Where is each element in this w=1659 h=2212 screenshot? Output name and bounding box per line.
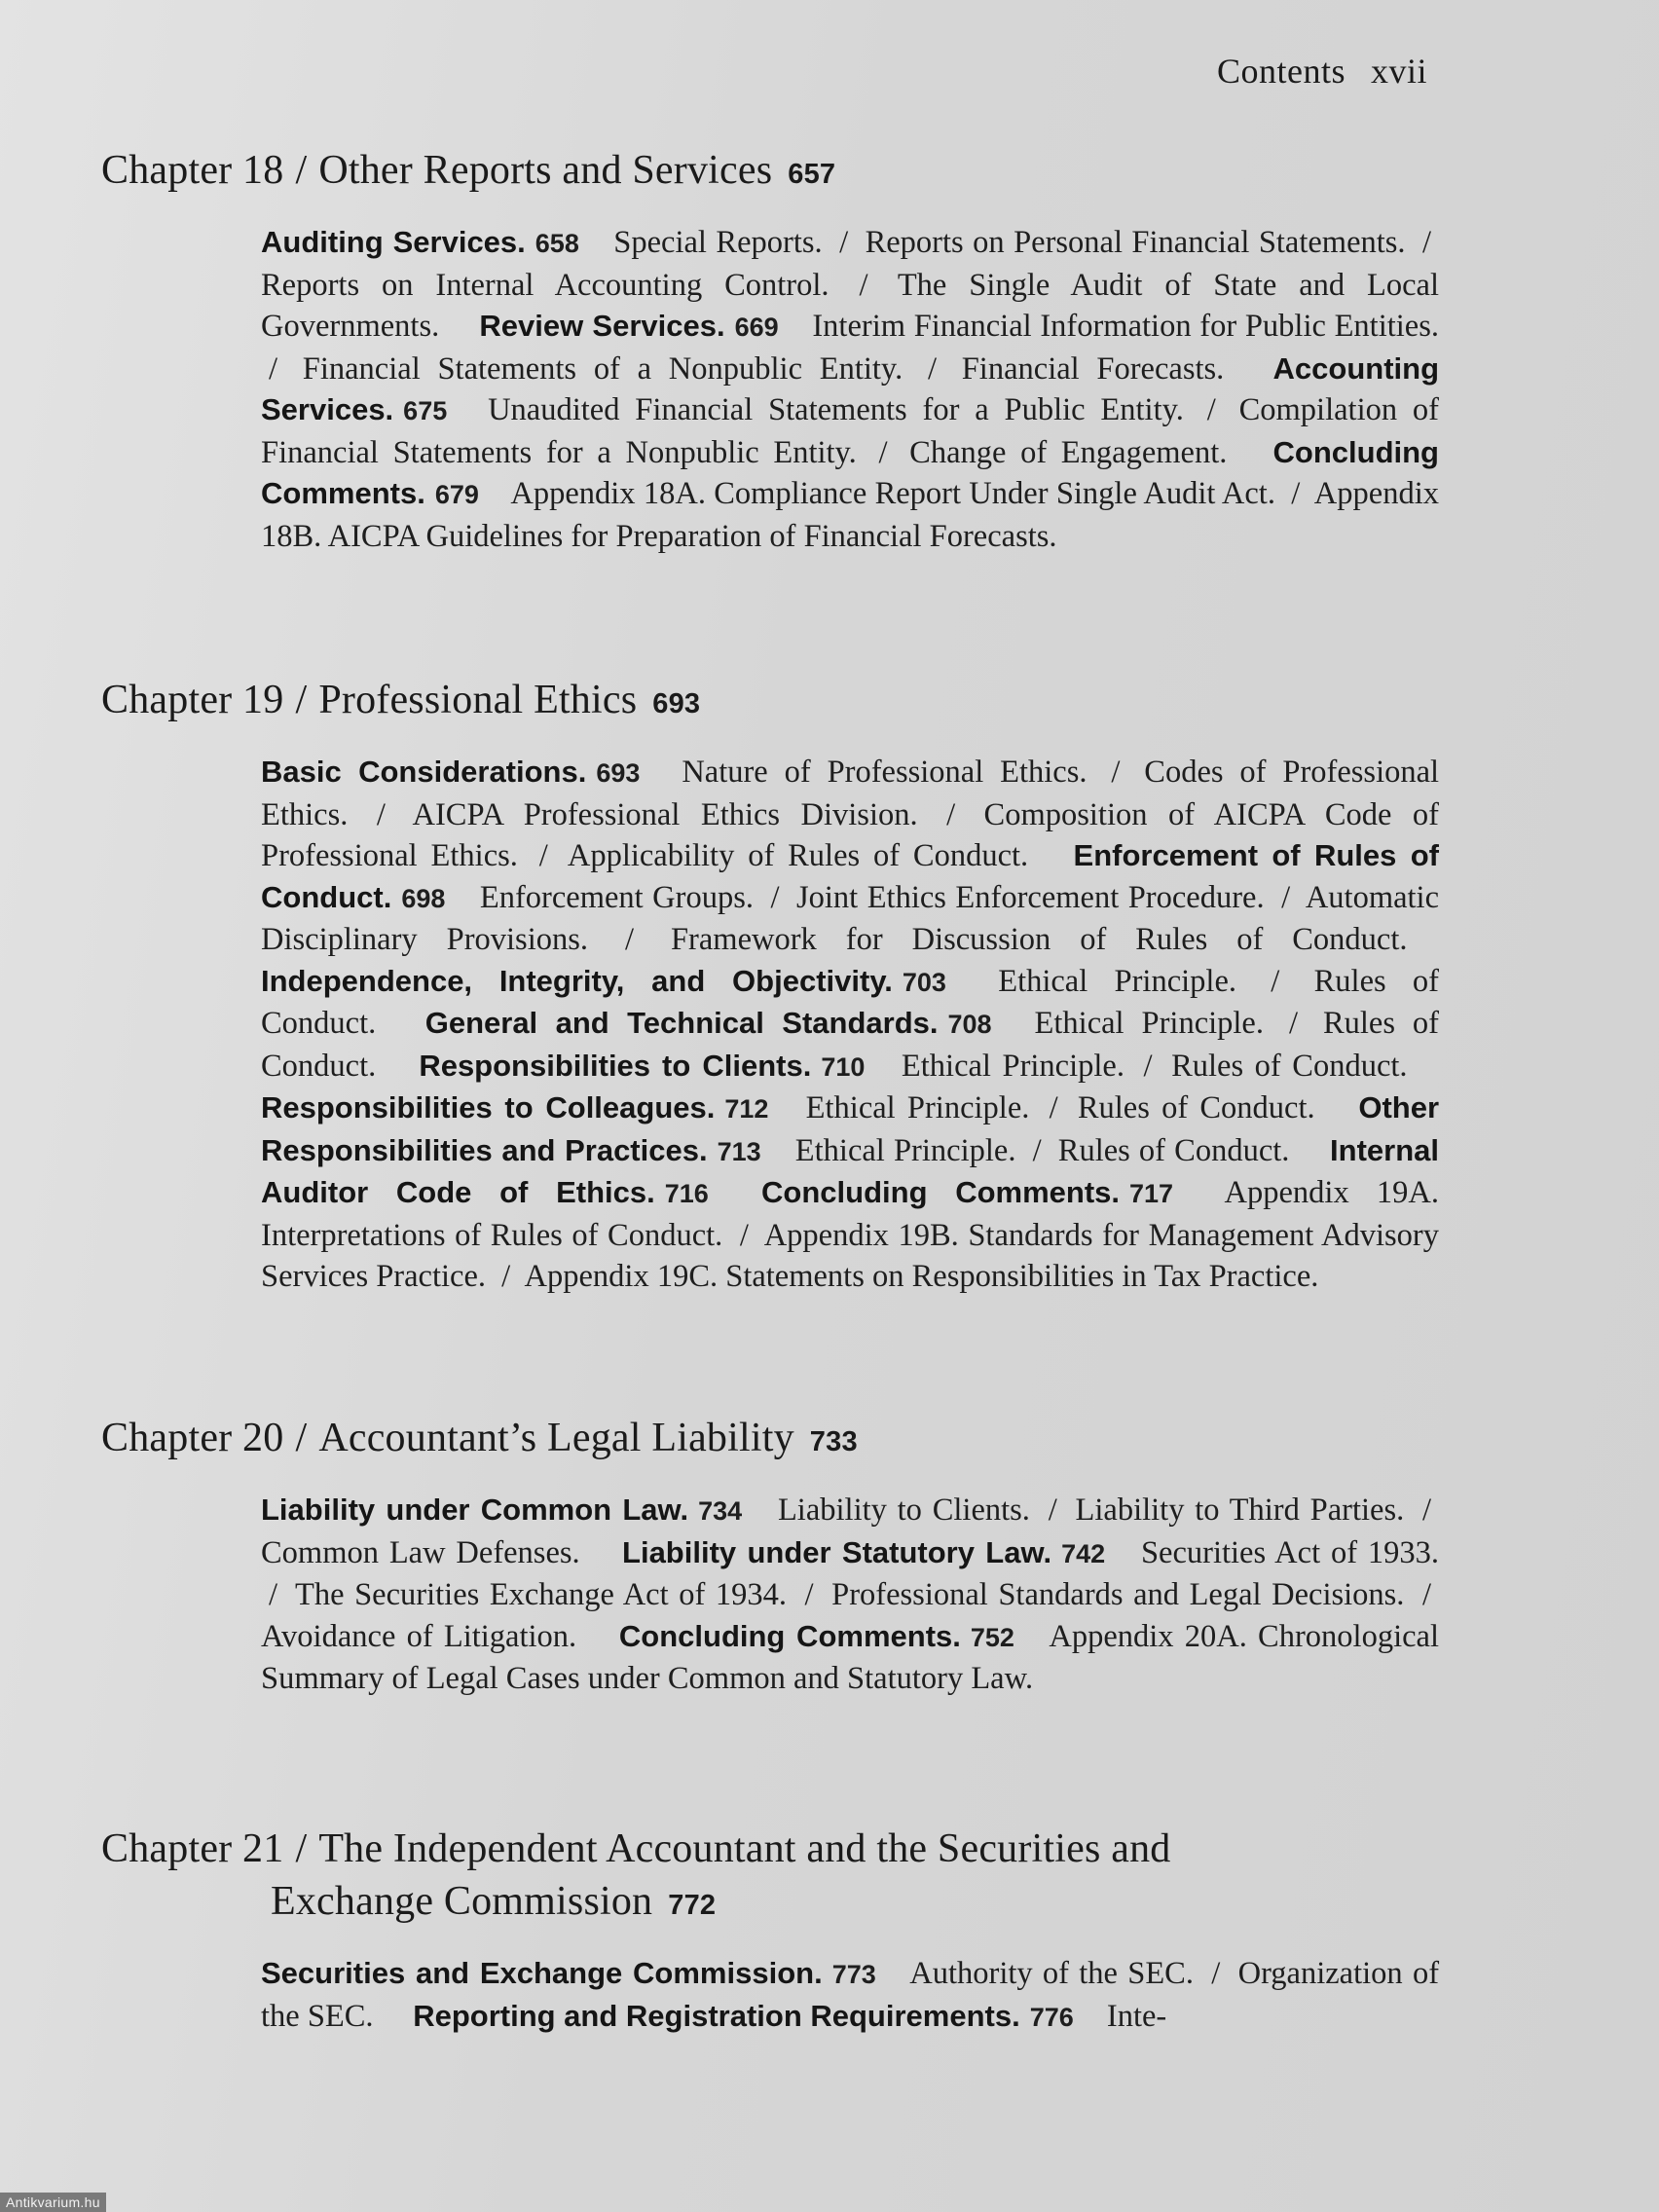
topic-entry: Financial Forecasts. [961,350,1225,387]
section-heading: Review Services. [479,309,725,343]
topic-separator: / [1291,476,1301,511]
topic-separator: / [927,350,937,387]
section-page-number: 742 [1061,1538,1106,1568]
topic-entry: Ethical Principle. [998,963,1237,999]
topic-entry: Enforcement Groups. [479,879,754,915]
chapter-contents [261,222,1439,557]
topic-separator: / [1422,225,1432,260]
section-page-number: 703 [902,967,946,997]
topic-separator: / [501,1259,511,1294]
section-heading: Concluding Comments. [618,1618,961,1653]
topic-entry: AICPA Professional Ethics Division. [412,796,918,832]
section-heading: Internal Auditor Code of Ethics. [261,1132,1440,1209]
topic-entry: The Securities Exchange Act of 1934. [295,1577,787,1612]
chapter-title: Professional Ethics [318,678,638,722]
topic-entry: Special Reports. [613,225,823,260]
chapter-19-entry [101,674,1445,1298]
chapter-21-entry [101,1823,1445,2038]
section-heading: Basic Considerations. [261,755,587,789]
topic-separator: / [1048,1493,1057,1528]
chapter-label: Chapter 19 [101,678,284,722]
topic-entry: Appendix 20A. Chronological Summary of Legal Cases under Common and Statutory Law. [261,1618,1439,1696]
section-page-number: 776 [1029,2002,1074,2032]
topic-separator: / [624,922,634,957]
topic-entry: Reports on Personal Financial Statements. [865,225,1406,260]
section-page-number: 712 [724,1094,769,1124]
topic-separator: / [770,879,780,915]
topic-separator: / [739,1217,749,1253]
topic-separator: / [839,225,849,260]
topic-entry: Appendix 19C. Statements on Responsibilities in Tax Practice. [524,1259,1319,1294]
topic-separator: / [538,838,548,873]
topic-entry: Joint Ethics Enforcement Procedure. [796,879,1265,915]
chapter-title-continued: Exchange Commission [271,1879,653,1924]
chapter-heading [101,1823,1445,1932]
topic-separator: / [1032,1132,1042,1168]
topic-entry: Applicability of Rules of Conduct. [567,838,1029,873]
chapter-page-number: 657 [788,159,836,190]
section-heading: Enforcement of Rules of Conduct. [261,838,1439,914]
section-heading: Independence, Integrity, and Objectivity. [261,963,893,998]
running-head [1217,51,1427,92]
section-page-number: 710 [821,1051,866,1082]
topic-entry: Rules of Conduct. [1171,1048,1408,1084]
section-heading: General and Technical Standards. [424,1006,939,1040]
chapter-title-continued-line [101,1875,1445,1932]
chapter-label: Chapter 21 [101,1826,284,1871]
chapter-title: Accountant’s Legal Liability [318,1416,794,1460]
topic-entry: Rules of Conduct. [261,1006,1439,1084]
section-page-number: 675 [403,396,448,425]
section-page-number: 734 [698,1496,743,1526]
chapter-label: Chapter 20 [101,1416,284,1460]
topic-entry: Avoidance of Litigation. [261,1618,577,1654]
topic-entry: Appendix 19B. Standards for Management Advisory Services Practice. [261,1217,1439,1294]
chapter-heading [101,144,1445,201]
section-heading: Reporting and Registration Requirements. [413,1998,1020,2033]
topic-entry: Change of Engagement. [909,434,1228,470]
running-head-page-number: xvii [1370,52,1427,91]
topic-separator: / [1206,392,1216,427]
section-heading: Concluding Comments. [761,1175,1121,1209]
topic-entry: Rules of Conduct. [1077,1090,1315,1125]
topic-entry: Ethical Principle. [805,1090,1030,1125]
chapter-contents [261,1953,1439,2038]
topic-entry: Ethical Principle. [794,1132,1016,1168]
topic-entry: Organization of the SEC. [261,1956,1440,2034]
topic-entry: Professional Standards and Legal Decisions. [831,1577,1405,1612]
topic-entry: Securities Act of 1933. [1140,1534,1439,1570]
section-page-number: 716 [664,1179,709,1208]
topic-separator: / [878,434,888,470]
topic-separator: / [1421,1577,1432,1612]
chapter-page-number: 772 [668,1890,717,1921]
section-heading: Concluding Comments. [261,434,1439,510]
topic-entry: Appendix 18A. Compliance Report Under Single Audit Act. [510,476,1275,511]
chapter-page-number: 693 [652,688,701,719]
section-heading: Liability under Statutory Law. [622,1534,1052,1569]
topic-entry: Reports on Internal Accounting Control. [261,267,830,303]
topic-entry: Nature of Professional Ethics. [682,755,1088,790]
chapter-18-entry [101,144,1445,557]
topic-entry: Compilation of Financial Statements for a Nonpublic Entity. [261,392,1440,470]
topic-entry: Automatic Disciplinary Provisions. [261,879,1440,957]
chapter-separator: / [295,1826,308,1871]
chapter-heading [101,1412,1445,1468]
section-heading: Responsibilities to Colleagues. [261,1090,716,1124]
topic-entry: The Single Audit of State and Local Governments. [261,267,1440,344]
topic-separator: / [269,1577,278,1612]
chapter-separator: / [295,1416,308,1460]
section-page-number: 679 [434,480,479,509]
topic-separator: / [1288,1006,1298,1041]
topic-entry: Codes of Professional Ethics. [261,755,1440,832]
section-heading: Securities and Exchange Commission. [261,1956,823,1990]
topic-separator: / [1049,1090,1058,1125]
topic-separator: / [946,796,956,832]
chapter-page-number: 733 [809,1426,858,1457]
topic-separator: / [1281,879,1291,915]
section-page-number: 713 [717,1136,761,1166]
topic-separator: / [1422,1493,1432,1528]
chapter-contents [261,1490,1439,1700]
topic-entry: Liability to Third Parties. [1075,1493,1405,1528]
section-page-number: 693 [596,758,641,788]
section-heading: Other Responsibilities and Practices. [261,1090,1440,1167]
chapter-20-entry [101,1412,1445,1700]
section-heading: Auditing Services. [261,225,526,259]
section-heading: Responsibilities to Clients. [419,1048,812,1083]
topic-entry: Authority of the SEC. [909,1956,1194,1991]
topic-entry: Rules of Conduct. [1057,1132,1290,1168]
topic-entry: Appendix 18B. AICPA Guidelines for Preparation of Financial Forecasts. [261,476,1439,554]
topic-separator: / [1271,963,1280,999]
section-page-number: 658 [535,229,579,258]
topic-entry: Interim Financial Information for Public Entities. [812,309,1439,344]
section-page-number: 717 [1129,1179,1174,1208]
topic-entry: Appendix 19A. Interpretations of Rules of Conduct. [261,1175,1440,1253]
topic-entry: Ethical Principle. [1034,1006,1264,1041]
topic-entry: Ethical Principle. [901,1048,1124,1084]
section-page-number: 773 [831,1960,876,1989]
section-heading: Accounting Services. [261,350,1440,426]
section-page-number: 669 [734,313,779,342]
topic-entry: Liability to Clients. [777,1493,1030,1528]
chapter-label: Chapter 18 [101,148,284,193]
topic-entry: Composition of AICPA Code of Professional Ethics. [261,796,1439,873]
chapter-title: Other Reports and Services [318,148,773,193]
section-heading: Liability under Common Law. [261,1493,689,1527]
running-head-label: Contents [1216,52,1346,91]
topic-separator: / [859,267,868,303]
topic-entry: Rules of Conduct. [261,963,1439,1041]
chapter-separator: / [295,148,308,193]
chapter-title: The Independent Accountant and the Securities and [318,1826,1171,1871]
section-page-number: 752 [970,1622,1014,1652]
topic-separator: / [804,1577,814,1612]
topic-separator: / [1143,1048,1153,1084]
section-page-number: 708 [947,1010,992,1039]
topic-entry: Inte- [1106,1998,1167,2034]
topic-separator: / [376,796,386,832]
section-page-number: 698 [401,883,446,913]
topic-separator: / [269,350,278,387]
chapter-heading [101,674,1445,730]
topic-separator: / [1211,1956,1221,1991]
topic-entry: Unaudited Financial Statements for a Public Entity. [488,392,1184,427]
topic-entry: Financial Statements of a Nonpublic Entity. [302,350,903,387]
chapter-separator: / [295,678,308,722]
watermark: Antikvarium.hu [0,2193,106,2212]
chapter-contents [261,752,1439,1298]
topic-separator: / [1111,755,1121,790]
topic-entry: Framework for Discussion of Rules of Conduct. [670,922,1408,957]
topic-entry: Common Law Defenses. [261,1534,580,1570]
